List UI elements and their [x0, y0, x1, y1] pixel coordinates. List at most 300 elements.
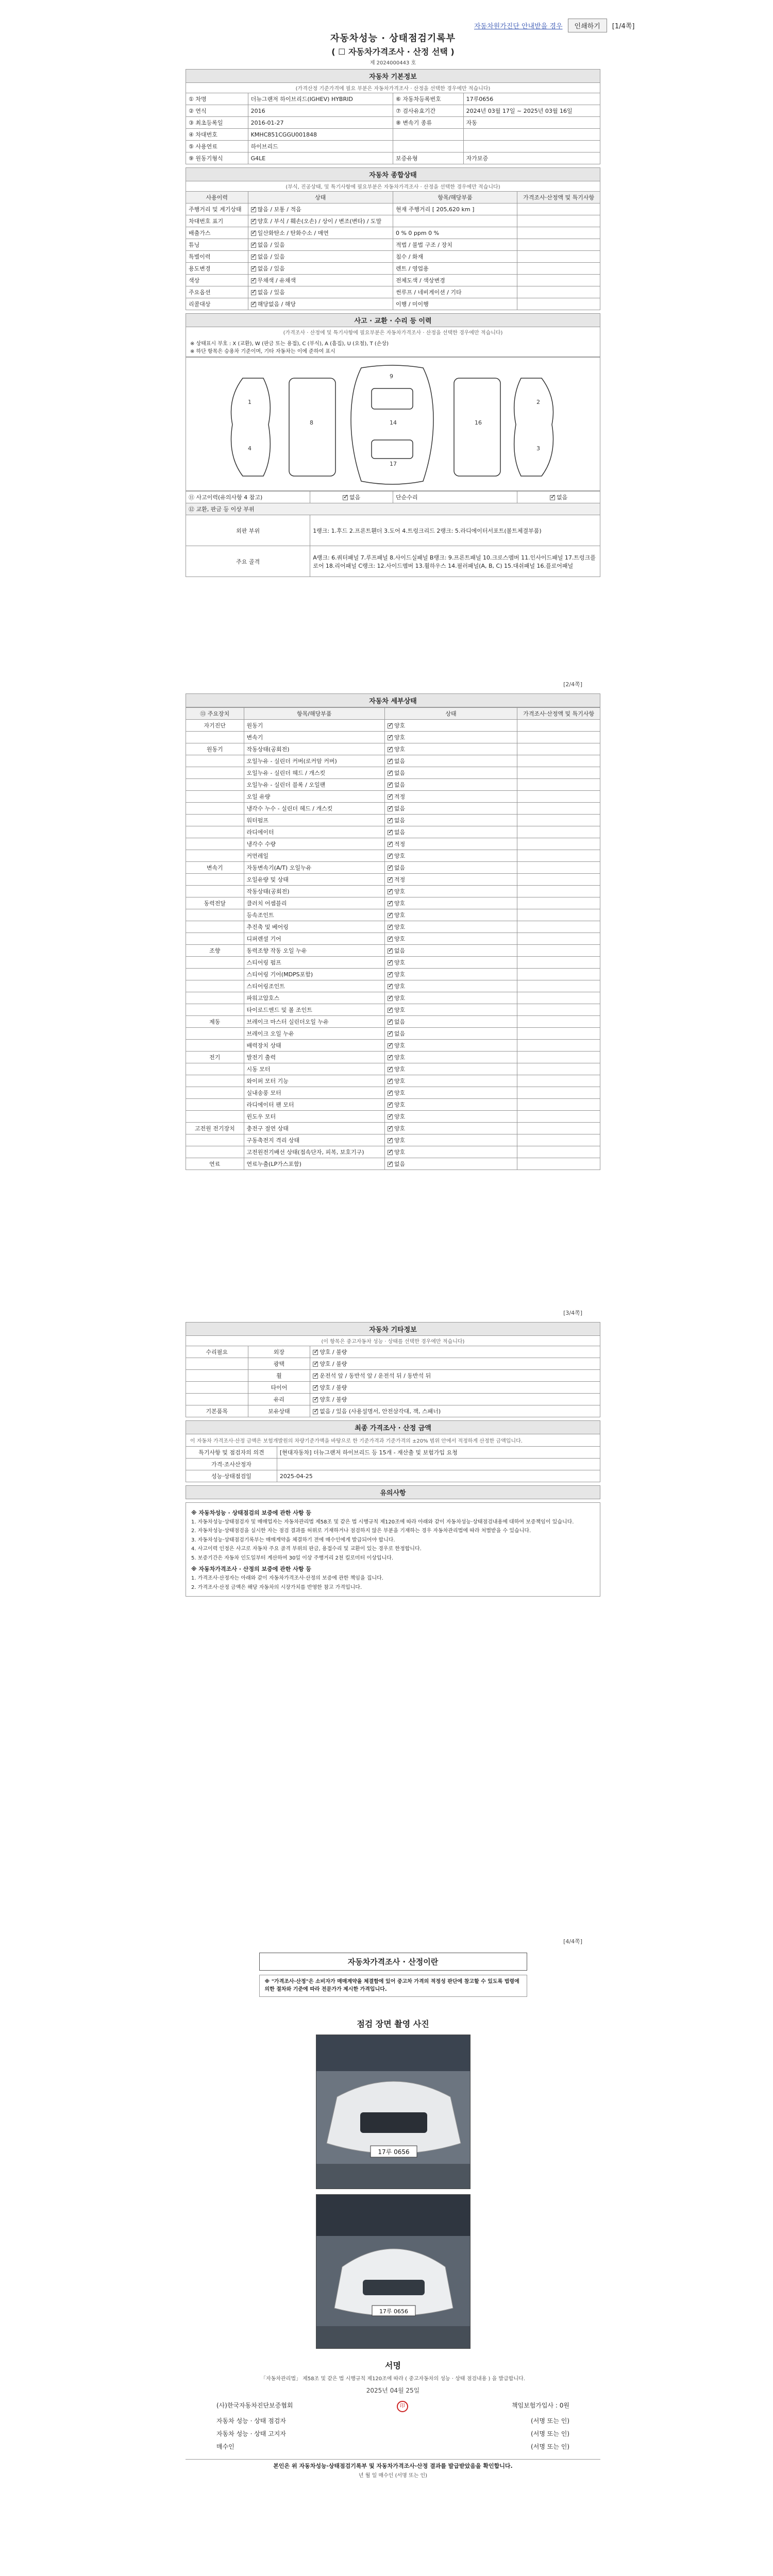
detail-state-text: 양호	[394, 1054, 406, 1061]
detail-row	[186, 1087, 600, 1099]
detail-state-text: 양호	[394, 983, 406, 990]
detail-state-text: 양호	[394, 1137, 406, 1144]
detail-group	[186, 969, 244, 980]
detail-state	[384, 1063, 517, 1075]
etc-header: 자동차 기타정보	[186, 1322, 600, 1336]
detail-price-cell	[517, 945, 600, 957]
etc-state-text: 양호 / 불량	[320, 1361, 347, 1367]
detail-group	[186, 1004, 244, 1016]
legend-line-1: ※ 상태표시 부호 : X (교환), W (판금 또는 용접), C (부식), A (흠집), U (요철), T (손상)	[190, 341, 389, 347]
detail-group: 전기	[186, 1052, 244, 1063]
basic-key-2: 보증유형	[393, 152, 463, 164]
detail-item: 타이로드엔드 및 볼 조인트	[244, 1004, 384, 1016]
detail-group: 제동	[186, 1016, 244, 1028]
general-row	[186, 239, 600, 251]
plate-front: 17루 0656	[377, 2148, 410, 2156]
basic-key: ⑨ 원동기형식	[186, 152, 248, 164]
repair-none-check	[550, 495, 555, 500]
top-bar	[474, 19, 634, 32]
detail-item: 브레이크 마스터 실린더오일 누유	[244, 1016, 384, 1028]
frame-left	[289, 378, 335, 476]
detail-row	[186, 779, 600, 791]
detail-group	[186, 957, 244, 969]
detail-state-text: 양호	[394, 734, 406, 741]
detail-row	[186, 862, 600, 874]
svg-text:2: 2	[536, 399, 540, 405]
general-extra: 이행 / 미이행	[393, 298, 517, 310]
checkbox-icon	[388, 806, 393, 811]
detail-row	[186, 980, 600, 992]
photo-front-svg	[316, 2035, 470, 2189]
detail-row	[186, 743, 600, 755]
checkbox-icon	[251, 255, 256, 260]
detail-price-cell	[517, 921, 600, 933]
detail-price-cell	[517, 767, 600, 779]
general-row	[186, 215, 600, 227]
checkbox-icon	[251, 302, 256, 307]
signer-sign: (서명 또는 인)	[531, 2430, 569, 2437]
checkbox-icon	[388, 747, 393, 752]
detail-group: 변속기	[186, 862, 244, 874]
detail-group	[186, 755, 244, 767]
detail-row	[186, 826, 600, 838]
detail-state	[384, 1123, 517, 1134]
notice-item: 3. 자동차성능·상태점검기록부는 매매계약을 체결하기 전에 매수인에게 발급되어야 합니다.	[191, 1537, 395, 1543]
detail-state	[384, 957, 517, 969]
rank-group: 외판 부위	[186, 515, 310, 546]
detail-state-text: 없음	[394, 817, 406, 824]
detail-item: 스티어링조인트	[244, 980, 384, 992]
general-extra: 썬루프 / 네비게이션 / 기타	[393, 286, 517, 298]
basic-value-2: 17루0656	[463, 93, 600, 105]
checkbox-icon	[313, 1374, 318, 1379]
checkbox-icon	[388, 1150, 393, 1155]
detail-header: 자동차 세부상태	[186, 693, 600, 707]
detail-state-text: 양호	[394, 853, 406, 859]
detail-price-cell	[517, 862, 600, 874]
detail-row	[186, 1075, 600, 1087]
general-row	[186, 298, 600, 310]
exam-key: 성능·상태점검일	[186, 1470, 277, 1482]
checkbox-icon	[313, 1385, 318, 1391]
notice-header: 유의사항	[186, 1485, 600, 1499]
detail-price-cell	[517, 886, 600, 897]
detail-state	[384, 767, 517, 779]
general-col-header: 가격조사·산정액 및 특기사항	[517, 192, 600, 204]
detail-state	[384, 732, 517, 743]
checkbox-icon	[388, 901, 393, 906]
detail-state-text: 양호	[394, 1113, 406, 1120]
general-state	[248, 251, 393, 263]
detail-state	[384, 1087, 517, 1099]
rank-row	[186, 515, 600, 546]
accident-none-check	[343, 495, 348, 500]
detail-price-cell	[517, 1028, 600, 1040]
detail-group	[186, 1028, 244, 1040]
exam-row	[186, 1470, 600, 1482]
checkbox-icon	[388, 842, 393, 847]
checkbox-icon	[388, 960, 393, 965]
basic-value: 하이브리드	[248, 141, 393, 152]
general-state	[248, 215, 393, 227]
detail-row	[186, 1111, 600, 1123]
repair-value: 없음	[556, 494, 568, 501]
detail-state-text: 없음	[394, 865, 406, 871]
detail-group: 원동기	[186, 743, 244, 755]
detail-group: 동력전달	[186, 897, 244, 909]
detail-item: 스티어링 펌프	[244, 957, 384, 969]
detail-item: 자동변속기(A/T) 오일누유	[244, 862, 384, 874]
checkbox-icon	[388, 1055, 393, 1060]
basic-row	[186, 105, 600, 117]
checkbox-icon	[251, 231, 256, 236]
detail-state-text: 적정	[394, 876, 406, 883]
checkbox-icon	[388, 771, 393, 776]
general-state	[248, 263, 393, 275]
detail-row	[186, 1052, 600, 1063]
exam-value	[277, 1459, 600, 1470]
etc-state	[310, 1382, 600, 1394]
detail-price-cell	[517, 1087, 600, 1099]
checkbox-icon	[388, 735, 393, 740]
checkbox-icon	[388, 1114, 393, 1120]
general-status-table	[186, 191, 600, 310]
basic-value: 더뉴그랜저 하이브리드(IGHEV) HYBRID	[248, 93, 393, 105]
inspection-photo-front	[316, 2035, 470, 2189]
checkbox-icon	[251, 290, 256, 295]
detail-state-text: 양호	[394, 971, 406, 978]
general-extra: 현재 주행거리 [ 205,620 km ]	[393, 204, 517, 215]
basic-row	[186, 129, 600, 141]
basic-row	[186, 152, 600, 164]
detail-row	[186, 909, 600, 921]
detail-row	[186, 1158, 600, 1170]
general-price-cell	[517, 263, 600, 275]
detail-price-cell	[517, 897, 600, 909]
checkbox-icon	[388, 1091, 393, 1096]
etc-state-text: 양호 / 불량	[320, 1384, 347, 1391]
basic-info-note: (가격산정 기준가격에 필요 부분은 자동차가격조사 · 산정을 선택한 경우에만 적습니다)	[186, 83, 600, 93]
basic-value-2: 2024년 03월 17일 ~ 2025년 03월 16일	[463, 105, 600, 117]
general-price-cell	[517, 227, 600, 239]
detail-row	[186, 838, 600, 850]
etc-state	[310, 1346, 600, 1358]
detail-state-text: 없음	[394, 770, 406, 776]
etc-state-text: 없음 / 있음 (사용설명서, 안전삼각대, 잭, 스패너)	[320, 1408, 441, 1415]
detail-group	[186, 791, 244, 803]
basic-info-table	[186, 93, 600, 164]
detail-price-cell	[517, 909, 600, 921]
checkbox-icon	[388, 1079, 393, 1084]
detail-state-text: 양호	[394, 995, 406, 1002]
basic-value: KMHC851CGGU001848	[248, 129, 393, 141]
detail-item: 오일누유 - 실린더 커버(로커암 커버)	[244, 755, 384, 767]
basic-value-2	[463, 141, 600, 152]
checkbox-icon	[388, 1103, 393, 1108]
detail-state	[384, 850, 517, 862]
etc-item: 휠	[248, 1370, 310, 1382]
general-extra: 전체도색 / 색상변경	[393, 275, 517, 286]
detail-state-text: 양호	[394, 1078, 406, 1084]
sheet-page-3	[186, 1319, 600, 1844]
detail-row	[186, 1016, 600, 1028]
detail-group	[186, 1063, 244, 1075]
basic-value-2: 자가보증	[463, 152, 600, 164]
detail-state	[384, 826, 517, 838]
detail-state	[384, 980, 517, 992]
detail-state-text: 없음	[394, 1019, 406, 1025]
detail-item: 동력조향 작동 오일 누유	[244, 945, 384, 957]
checkbox-icon	[251, 278, 256, 283]
detail-group	[186, 1087, 244, 1099]
detail-state	[384, 1052, 517, 1063]
org-name: (사)한국자동차진단보증협회	[216, 2402, 293, 2409]
general-extra: 0 % 0 ppm 0 %	[393, 227, 517, 239]
detail-item: 고전원전기배선 상태(접속단자, 피복, 보호기구)	[244, 1146, 384, 1158]
etc-item: 광택	[248, 1358, 310, 1370]
checkbox-icon	[388, 984, 393, 989]
checkbox-icon	[388, 1043, 393, 1048]
general-state-text: 해당없음 / 해당	[257, 301, 296, 308]
detail-state-text: 적정	[394, 841, 406, 848]
detail-state-text: 양호	[394, 936, 406, 942]
exam-value: 2025-04-25	[277, 1470, 600, 1482]
notice-item: 1. 자동차성능·상태점검자 및 매매업자는 자동차관리법 제58조 및 같은 법 시행규칙 제120조에 따라 아래와 같이 자동차성능·상태점검내용에 대하여 보증책임이 있습니다.	[191, 1519, 574, 1525]
detail-item: 실내송풍 모터	[244, 1087, 384, 1099]
record-no: 제 2024000443 호	[369, 60, 416, 66]
page-number-4: [4/4쪽]	[563, 1938, 582, 1945]
detail-group	[186, 826, 244, 838]
basic-key-2	[393, 141, 463, 152]
detail-row	[186, 1040, 600, 1052]
detail-row	[186, 791, 600, 803]
detail-state	[384, 803, 517, 815]
detail-state	[384, 1004, 517, 1016]
checkbox-icon	[388, 830, 393, 835]
notice-block	[186, 1502, 600, 1597]
etc-state	[310, 1358, 600, 1370]
general-state	[248, 227, 393, 239]
basic-value: G4LE	[248, 152, 393, 164]
opinion-header: 최종 가격조사 · 산정 금액	[186, 1420, 600, 1434]
detail-row	[186, 897, 600, 909]
org-row	[186, 2399, 600, 2414]
general-price-cell	[517, 298, 600, 310]
org-right: 책임보험가입사 : 0원	[511, 2402, 569, 2409]
detail-state-text: 양호	[394, 1007, 406, 1013]
detail-row	[186, 755, 600, 767]
checkbox-icon	[388, 866, 393, 871]
detail-group: 조향	[186, 945, 244, 957]
general-state	[248, 298, 393, 310]
doc-subtitle: ( ☐ 자동차가격조사 · 산정 선택 )	[331, 47, 455, 57]
detail-group	[186, 838, 244, 850]
detail-group	[186, 732, 244, 743]
detail-group	[186, 779, 244, 791]
general-col-header: 항목/해당부품	[393, 192, 517, 204]
exam-key: 특기사항 및 점검자의 의견	[186, 1447, 277, 1459]
left-side-car	[231, 378, 271, 476]
detail-state	[384, 886, 517, 897]
checkbox-icon	[388, 1138, 393, 1143]
detail-row	[186, 1134, 600, 1146]
detail-item: 디퍼렌셜 기어	[244, 933, 384, 945]
detail-price-cell	[517, 850, 600, 862]
basic-value-2	[463, 129, 600, 141]
general-state	[248, 286, 393, 298]
signature-title: 서명	[385, 2361, 401, 2370]
print-button[interactable]: 인쇄하기	[568, 19, 607, 32]
photo-title: 점검 장면 촬영 사진	[357, 2019, 429, 2029]
general-row	[186, 275, 600, 286]
etc-table	[186, 1346, 600, 1417]
signer-role: 자동차 성능 · 상태 고지자	[216, 2430, 286, 2437]
detail-item: 오일 유량	[244, 791, 384, 803]
detail-state-text: 양호	[394, 1066, 406, 1073]
detail-group	[186, 1099, 244, 1111]
detail-item: 작동상태(공회전)	[244, 743, 384, 755]
detail-state	[384, 933, 517, 945]
detail-state-text: 양호	[394, 912, 406, 919]
detail-item: 클러치 어셈블리	[244, 897, 384, 909]
basic-row	[186, 141, 600, 152]
general-key: 특별이력	[186, 251, 248, 263]
svg-text:17: 17	[390, 461, 397, 467]
detail-state-text: 양호	[394, 1125, 406, 1132]
etc-group: 기본품목	[186, 1405, 248, 1417]
detail-price-cell	[517, 1004, 600, 1016]
rear-window	[372, 440, 413, 459]
detail-state-text: 양호	[394, 1090, 406, 1096]
repair-value-cell	[517, 492, 600, 503]
detail-group: 고전원 전기장치	[186, 1123, 244, 1134]
detail-group	[186, 921, 244, 933]
detail-price-cell	[517, 957, 600, 969]
legend-line-2: ※ 하단 항목은 승용차 기준이며, 기타 자동차는 이에 준하여 표시	[190, 349, 335, 354]
exam-key: 가격·조사산정자	[186, 1459, 277, 1470]
general-price-cell	[517, 239, 600, 251]
page-number-3: [3/4쪽]	[563, 1310, 582, 1316]
detail-item: 브레이크 오일 누유	[244, 1028, 384, 1040]
checkbox-icon	[388, 877, 393, 883]
repair-label: 단순수리	[393, 492, 517, 503]
etc-group: 수리필요	[186, 1346, 248, 1358]
detail-state	[384, 992, 517, 1004]
detail-item: 작동상태(공회전)	[244, 886, 384, 897]
etc-state	[310, 1405, 600, 1417]
general-state-text: 무채색 / 유채색	[257, 277, 296, 284]
detail-state	[384, 1146, 517, 1158]
notice-item: 5. 보증기간은 자동차 인도일부터 계산하여 30일 이상 주행거리 2천 킬로미터 이상입니다.	[191, 1555, 394, 1561]
general-col-header: 사용이력	[186, 192, 248, 204]
accident-header: 사고 · 교환 · 수리 등 이력	[186, 313, 600, 327]
accident-value-cell	[310, 492, 393, 503]
detail-item: 냉각수 누수 - 실린더 헤드 / 개스킷	[244, 803, 384, 815]
etc-row	[186, 1394, 600, 1405]
general-state-text: 일산화탄소 / 탄화수소 / 매연	[257, 230, 329, 236]
detail-row	[186, 1063, 600, 1075]
detail-item: 스티어링 기어(MDPS포함)	[244, 969, 384, 980]
footer-line: 년 월 일 매수인 (서명 또는 인)	[358, 2473, 428, 2479]
detail-state-text: 없음	[394, 947, 406, 954]
checkbox-icon	[388, 854, 393, 859]
checkbox-icon	[388, 1126, 393, 1131]
general-extra	[393, 215, 517, 227]
detail-row	[186, 992, 600, 1004]
detail-row	[186, 815, 600, 826]
detail-price-cell	[517, 874, 600, 886]
detail-row	[186, 886, 600, 897]
detail-item: 원동기	[244, 720, 384, 732]
accident-label: ⑪ 사고이력(유의사항 4 참고)	[186, 492, 310, 503]
checkbox-icon	[313, 1362, 318, 1367]
info-link[interactable]: 자동차원가진단 안내받을 경우	[474, 23, 563, 30]
detail-state-text: 양호	[394, 722, 406, 729]
etc-state	[310, 1394, 600, 1405]
svg-text:16: 16	[475, 419, 482, 426]
detail-state	[384, 1040, 517, 1052]
detail-item: 파워고압호스	[244, 992, 384, 1004]
detail-state	[384, 743, 517, 755]
rank-items: 1랭크: 1.후드 2.프론트휀더 3.도어 4.트렁크리드 2랭크: 5.라디에이터서포트(볼트체결부품)	[310, 515, 600, 546]
detail-item: 오일누유 - 실린더 헤드 / 개스킷	[244, 767, 384, 779]
basic-key: ④ 차대번호	[186, 129, 248, 141]
plate-rear: 17루 0656	[379, 2308, 408, 2315]
detail-state	[384, 815, 517, 826]
detail-state-text: 없음	[394, 805, 406, 812]
detail-state-text: 적정	[394, 793, 406, 800]
etc-group	[186, 1382, 248, 1394]
detail-item: 워터펌프	[244, 815, 384, 826]
signer-role: 매수인	[216, 2443, 234, 2450]
detail-group	[186, 980, 244, 992]
general-key: 차대번호 표기	[186, 215, 248, 227]
detail-item: 충전구 절연 상태	[244, 1123, 384, 1134]
detail-price-cell	[517, 1040, 600, 1052]
rank-items: A랭크: 6.쿼터패널 7.루프패널 8.사이드실패널 B랭크: 9.프론트패널 10.크로스멤버 11.인사이드패널 17.트렁크플로어 18.리어패널 C랭크: 12.사이드멤버 13.휠하우스 14.필러패널(A, B, C) 15.대쉬패널 16.플로어패널	[310, 546, 600, 577]
general-extra: 렌트 / 영업용	[393, 263, 517, 275]
general-key: 배출가스	[186, 227, 248, 239]
etc-item: 유리	[248, 1394, 310, 1405]
detail-state	[384, 791, 517, 803]
detail-row	[186, 957, 600, 969]
org-stamp-icon: 印	[397, 2401, 408, 2412]
detail-item: 오일유량 및 상태	[244, 874, 384, 886]
detail-group	[186, 1111, 244, 1123]
detail-item: 오일누유 - 실린더 블록 / 오일팬	[244, 779, 384, 791]
detail-row	[186, 1123, 600, 1134]
general-key: 주요옵션	[186, 286, 248, 298]
detail-item: 시동 모터	[244, 1063, 384, 1075]
checkbox-icon	[251, 243, 256, 248]
detail-state-text: 양호	[394, 1101, 406, 1108]
detail-item: 변속기	[244, 732, 384, 743]
etc-row	[186, 1358, 600, 1370]
basic-value: 2016-01-27	[248, 117, 393, 129]
checkbox-icon	[388, 972, 393, 977]
doc-title: 자동차성능 · 상태점검기록부	[330, 33, 456, 44]
notice-item: 1. 가격조사·산정자는 아래와 같이 자동차가격조사·산정의 보증에 관한 책임을 집니다.	[191, 1575, 383, 1582]
signer-sign: (서명 또는 인)	[531, 2417, 569, 2425]
price-box-title: 자동차가격조사 · 산정이란	[259, 1953, 527, 1971]
sheet-page-1	[186, 31, 600, 649]
etc-state-text: 운전석 앞 / 동반석 앞 / 운전석 뒤 / 동반석 뒤	[320, 1372, 431, 1379]
detail-state	[384, 1075, 517, 1087]
checkbox-icon	[388, 1020, 393, 1025]
detail-group: 자기진단	[186, 720, 244, 732]
basic-key-2: ⑦ 검사유효기간	[393, 105, 463, 117]
svg-text:14: 14	[390, 419, 397, 426]
